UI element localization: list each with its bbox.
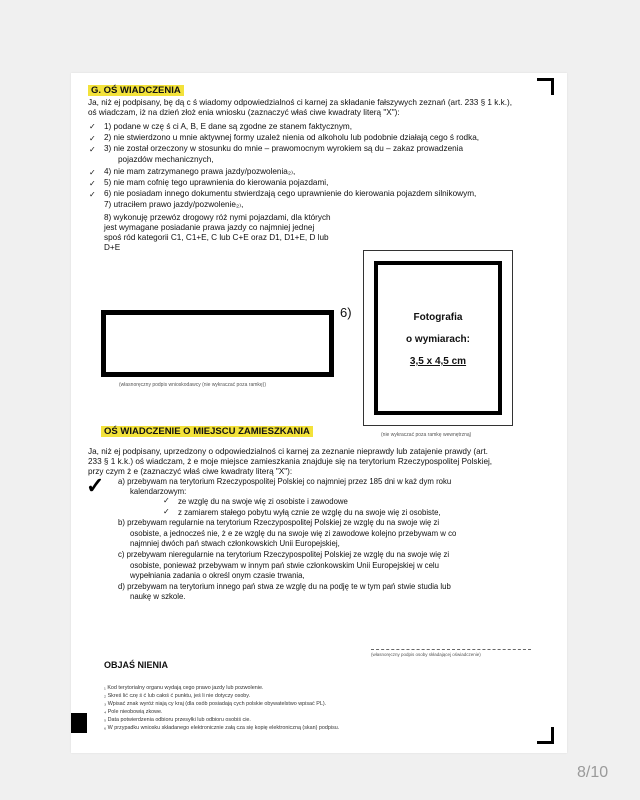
g-item-2: 2) nie stwierdzono u mnie aktywnej formy uzależ nienia od alkoholu lub podobnie działają cego ś rodka, — [104, 133, 480, 142]
g-item-5: 5) nie mam cofnię tego uprawnienia do kierowania pojazdami, — [104, 178, 329, 187]
residence-c-line-2: osobiste, ponieważ przebywam w innym pań stwie członkowskim Unii Europejskiej w celu — [130, 561, 439, 570]
residence-signature-caption: (własnoręczny podpis osoby składającej oświadczenie) — [371, 652, 481, 657]
corner-mark-bottom-right — [537, 727, 554, 744]
photo-label-3: 3,5 x 4,5 cm — [409, 356, 467, 367]
note-3: ₃ Wpisać znak wyróż niają cy kraj (dla osób posiadają cych polskie obywatelstwo wpisać PL). — [104, 701, 327, 707]
photo-label-1: Fotografia — [413, 312, 463, 323]
residence-intro-1: Ja, niż ej podpisany, uprzedzony o odpowiedzialnoś ci karnej za zeznanie nieprawdy lub zatajenie prawdy (art. — [88, 447, 488, 456]
page-indicator: 8/10 — [577, 764, 609, 781]
note-5: ₅ Data potwierdzenia odbioru przesyłki lub odbioru osobiś cie. — [104, 717, 251, 723]
residence-b-line-1: b) przebywam regularnie na terytorium Rzeczypospolitej Polskiej ze wzglę du na swoje wię zi — [118, 518, 440, 527]
corner-block-bottom-left — [71, 713, 87, 733]
check-mark-2: ✓ — [89, 134, 96, 143]
g-item-3-cont: pojazdów mechanicznych, — [118, 155, 214, 164]
residence-a-sub-2: z zamiarem stałego pobytu wyłą cznie ze wzglę du na swoje wię zi osobiste, — [178, 508, 441, 517]
photo-caption: (nie wykraczać poza ramkę wewnętrzną) — [381, 432, 472, 438]
section-g-intro-1: Ja, niż ej podpisany, bę dą c ś wiadomy odpowiedzialnoś ci karnej za składanie fałszywych zeznań (art. 233 § 1 k.k.), — [88, 98, 512, 107]
big-check-mark: ✓ — [86, 473, 105, 498]
residence-a-sub-1: ze wzglę du na swoje wię zi osobiste i zawodowe — [178, 497, 348, 506]
signature-caption: (własnoręczny podpis wnioskodawcy (nie wykraczać poza ramkę)) — [119, 382, 266, 388]
note-6: ₆ W przypadku wniosku składanego elektronicznie załą cza się kopię elektroniczną (skan) podpisu. — [104, 725, 340, 731]
g-item-3: 3) nie został orzeczony w stosunku do mnie – prawomocnym wyrokiem są du – zakaz prowadzenia — [104, 144, 464, 153]
residence-c-line-1: c) przebywam nieregularnie na terytorium Rzeczypospolitej Polskiej ze wzglę du na swoje wię zi — [118, 550, 450, 559]
residence-signature-line[interactable] — [371, 649, 531, 650]
signature-note-marker: 6) — [340, 305, 352, 320]
g-item-4: 4) nie mam zatrzymanego prawa jazdy/pozwolenia₂₎, — [104, 167, 296, 176]
corner-mark-top-right — [537, 78, 554, 95]
signature-box[interactable] — [101, 310, 334, 377]
section-g-intro-2: oś wiadczam, iż na dzień złoż enia wniosku (zaznaczyć właś ciwe kwadraty literą "X"): — [88, 108, 400, 117]
g-item-8-cont-3: D+E — [104, 243, 121, 252]
residence-b-line-2: osobiste, a jednocześ nie, ż e ze wzglę du na swoje wię zi zawodowe kolejno przebywam w co — [130, 529, 457, 538]
note-4: ₄ Pole nieobowią zkowe. — [104, 709, 163, 715]
explanations-title: OBJAŚ NIENIA — [104, 660, 169, 670]
note-1: ₁ Kod terytorialny organu wydają cego prawo jazdy lub pozwolenie. — [104, 685, 264, 691]
photo-label-2: o wymiarach: — [406, 334, 470, 345]
photo-inner-frame — [374, 261, 502, 415]
residence-intro-2: 233 § 1 k.k.) oś wiadczam, ż e moje miejsce zamieszkania znajduje się na terytorium Rzeczypospolitej Polskiej, — [88, 457, 493, 466]
sub-check-mark-1: ✓ — [163, 496, 170, 505]
check-mark-6: ✓ — [89, 190, 96, 199]
residence-intro-3: przy czym ż e (zaznaczyć właś ciwe kwadraty literą "X"): — [88, 467, 293, 476]
g-item-6: 6) nie posiadam innego dokumentu stwierdzają cego uprawnienie do kierowania pojazdem silnikowym, — [104, 189, 477, 198]
g-item-8-cont-2: spoś ród kategorii C1, C1+E, C lub C+E oraz D1, D1+E, D lub — [104, 233, 329, 242]
residence-c-line-3: wypełniania zadania o określ onym czasie trwania, — [130, 571, 305, 580]
g-item-8: 8) wykonuję przewóz drogowy róż nymi pojazdami, dla których — [104, 213, 331, 222]
residence-d-line-2: naukę w szkole. — [130, 592, 186, 601]
residence-a-line-2: kalendarzowym: — [130, 487, 187, 496]
sub-check-mark-2: ✓ — [163, 507, 170, 516]
residence-title: OŚ WIADCZENIE O MIEJSCU ZAMIESZKANIA — [101, 426, 313, 437]
g-item-1: 1) podane w czę ś ci A, B, E dane są zgodne ze stanem faktycznym, — [104, 122, 353, 131]
check-mark-3: ✓ — [89, 145, 96, 154]
residence-d-line-1: d) przebywam na terytorium innego pań stwa ze wzglę du na podję te w tym pań stwie studia lub — [118, 582, 451, 591]
note-2: ₂ Skreś lić czę ś ć lub całoś ć punktu, jeś li nie dotyczy osoby. — [104, 693, 251, 699]
residence-b-line-3: najmniej dwóch pań stwach członkowskich Unii Europejskiej, — [130, 539, 340, 548]
g-item-8-cont-1: jest wymagane posiadanie prawa jazdy co najmniej jednej — [104, 223, 315, 232]
photo-frame — [363, 250, 513, 426]
check-mark-5: ✓ — [89, 179, 96, 188]
g-item-7: 7) utraciłem prawo jazdy/pozwolenie₂₎, — [104, 200, 244, 209]
section-g-title: G. OŚ WIADCZENIA — [88, 85, 184, 96]
check-mark-4: ✓ — [89, 168, 96, 177]
document-page — [71, 73, 567, 753]
residence-a-line-1: a) przebywam na terytorium Rzeczypospolitej Polskiej co najmniej przez 185 dni w każ dym roku — [118, 477, 452, 486]
check-mark-1: ✓ — [89, 122, 96, 131]
